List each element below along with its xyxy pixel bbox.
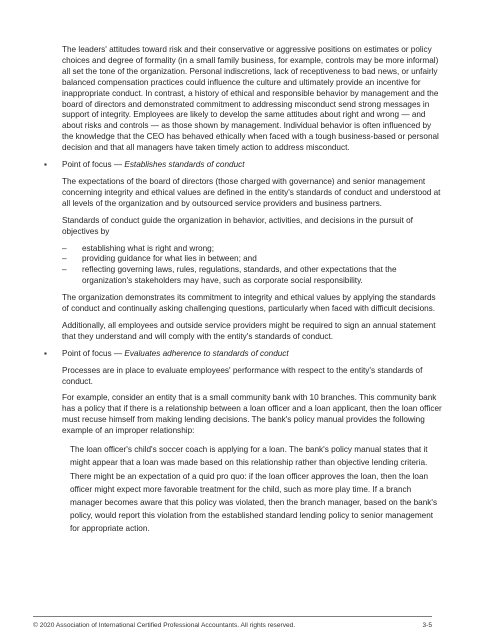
paragraph-tone: The leaders' attitudes toward risk and their conservative or aggressive positions on estimates or policy choices and degree of formality (in a small family business, for example, controls may be more informal) all set the tone of the organization. Personal indiscretions, lack of receptiveness to bad news, or unfairly balanced compensation practices could influence the culture and ultimately provide an incentive for inappropriate conduct. In contrast, a history of ethical and responsible behavior by management and the board of directors and demonstrated commitment to addressing misconduct send strong messages in support of integrity. Employees are likely to develop the same attitudes about right and wrong — and about risks and controls — as those shown by management. Individual behavior is often influenced by the knowledge that the CEO has behaved ethically when faced with a tough business-based or personal decision and that all managers have taken timely action to address misconduct. [62, 45, 439, 153]
focus-title: Evaluates adherence to standards of conduct [124, 348, 289, 358]
list-item: – providing guidance for what lies in between; and [62, 254, 257, 264]
paragraph-commitment: The organization demonstrates its commitment to integrity and ethical values by applying the standards of conduct and continually asking challenging questions, particularly when faced with difficult decisions. [62, 293, 436, 314]
page-number: 3-5 [422, 622, 432, 629]
paragraph-annual-statement: Additionally, all employees and outside service providers might be required to sign an annual statement that they understand and will comply with the entity's standards of conduct. [62, 320, 436, 341]
point-of-focus-standards [42, 160, 442, 171]
list-item: – reflecting governing laws, rules, regulations, standards, and other expectations that the organization's stakeholders may have, such as corporate social responsibility. [62, 265, 397, 286]
bullet-icon: ▪ [44, 160, 47, 170]
dash-icon: – [62, 243, 67, 253]
example-quote: The loan officer's child's soccer coach is applying for a loan. The bank's policy manual states that it might appear that a loan was made based on this relationship rather than objective lending criteria. There might be an expectation of a quid pro quo: if the loan officer approves the loan, then the loan officer might expect more favorable treatment for the child, such as more play time. If a branch manager becomes aware that this policy was violated, then the branch manager, based on the bank's policy, would report this violation from the established standard lending policy to senior management for appropriate action. [70, 445, 438, 534]
dash-icon: – [62, 265, 67, 275]
paragraph-expectations: The expectations of the board of directors (those charged with governance) and senior management concerning integrity and ethical values are defined in the entity's standards of conduct and understood at all levels of the organization and by outsourced service providers and business partners. [62, 176, 441, 208]
page-body [44, 45, 442, 542]
objectives-list [62, 244, 442, 288]
paragraph-example: For example, consider an entity that is a small community bank with 10 branches. This community bank has a policy that if there is a relationship between a loan officer and a loan applicant, then the loan officer must recuse himself from making lending decisions. The bank's policy manual provides the following example of an improper relationship: [62, 393, 442, 436]
focus-prefix: Point of focus — [62, 160, 125, 170]
list-item: – establishing what is right and wrong; [62, 243, 214, 253]
bullet-icon: ▪ [44, 348, 47, 358]
focus-title: Establishes standards of conduct [124, 160, 245, 170]
paragraph-standards-guide: Standards of conduct guide the organization in behavior, activities, and decisions in the pursuit of objectives by [62, 215, 413, 236]
copyright-text: © 2020 Association of International Certified Professional Accountants. All rights reserved. [33, 622, 296, 629]
paragraph-processes: Processes are in place to evaluate employees' performance with respect to the entity's standards of conduct. [62, 365, 423, 386]
focus-prefix: Point of focus — [62, 348, 125, 358]
point-of-focus-adherence [42, 349, 442, 360]
page-footer [33, 616, 432, 632]
dash-icon: – [62, 254, 67, 264]
